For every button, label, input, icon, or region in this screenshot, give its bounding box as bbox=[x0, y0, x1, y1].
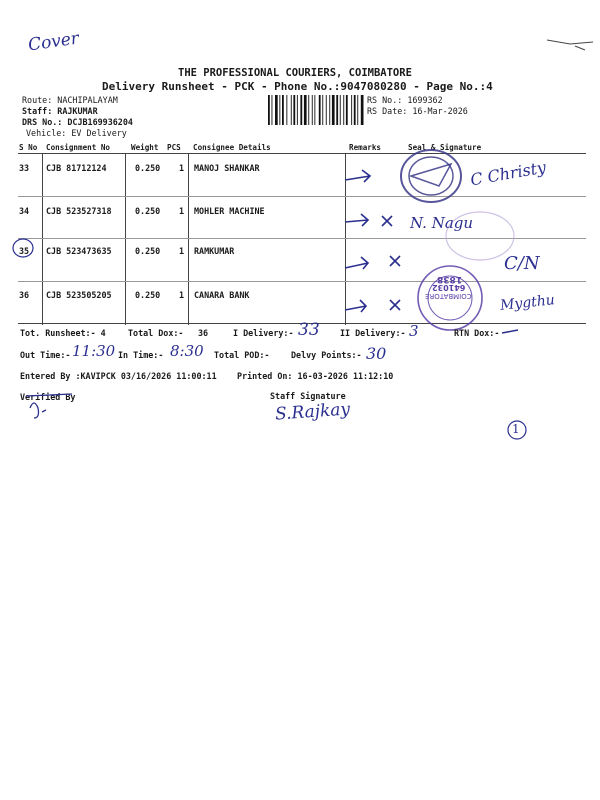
row-weight: 0.250 bbox=[135, 206, 161, 216]
barcode-bar bbox=[268, 95, 270, 125]
verified-by-label: Verified By bbox=[20, 392, 76, 402]
barcode-bar bbox=[282, 95, 284, 125]
col-consignee: Consignee Details bbox=[193, 143, 271, 152]
barcode-bar bbox=[361, 95, 364, 125]
signature-row-34: N. Nagu bbox=[410, 214, 474, 232]
row-weight: 0.250 bbox=[135, 290, 161, 300]
barcode-bar bbox=[312, 95, 313, 125]
row-consignment: CJB 523527318 bbox=[46, 206, 112, 216]
col-consignment: Consignment No bbox=[46, 143, 111, 152]
barcode-bar bbox=[326, 95, 327, 125]
in-time-value: 8:30 bbox=[170, 342, 204, 360]
row-sno: 33 bbox=[19, 163, 30, 173]
barcode-bar bbox=[329, 95, 330, 125]
drs-number: DRS No.: DCJB169936204 bbox=[22, 117, 133, 127]
out-time-value: 11:30 bbox=[72, 342, 116, 360]
barcode-bar bbox=[297, 95, 298, 125]
page-mark-number: 1 bbox=[512, 422, 520, 436]
entered-by: Entered By :KAVIPCK 03/16/2026 11:00:11 bbox=[20, 371, 217, 381]
rs-number: RS No.: 1699362 bbox=[367, 95, 443, 105]
total-dox-value: 36 bbox=[198, 328, 209, 338]
barcode-bar bbox=[343, 95, 344, 125]
row-consignment: CJB 523505205 bbox=[46, 290, 112, 300]
row-pcs: 1 bbox=[179, 163, 185, 173]
route-label: Route: NACHIPALAYAM bbox=[22, 95, 118, 105]
row-sno: 35 bbox=[19, 246, 30, 256]
row-pcs: 1 bbox=[179, 246, 185, 256]
signature-row-35: C/N bbox=[504, 253, 540, 274]
row-pcs: 1 bbox=[179, 206, 185, 216]
row-sno: 34 bbox=[19, 206, 30, 216]
barcode-bar bbox=[346, 95, 348, 125]
barcode-bar bbox=[354, 95, 356, 125]
barcode-bar bbox=[275, 95, 278, 125]
col-sno: S No bbox=[19, 143, 38, 152]
cover-annotation: Cover bbox=[26, 28, 81, 56]
row-consignee: MANOJ SHANKAR bbox=[194, 163, 260, 173]
tot-runsheet: Tot. Runsheet:- 4 bbox=[20, 328, 106, 338]
vehicle-label: Vehicle: EV Delivery bbox=[26, 128, 127, 138]
total-pod-label: Total POD:- bbox=[214, 350, 270, 360]
barcode-bar bbox=[300, 95, 302, 125]
barcode-bar bbox=[319, 95, 321, 125]
row-consignee: MOHLER MACHINE bbox=[194, 206, 265, 216]
barcode-bar bbox=[279, 95, 280, 125]
staff-label: Staff: RAJKUMAR bbox=[22, 106, 98, 116]
delvy-points-label: Delvy Points:- bbox=[291, 350, 362, 360]
signature-row-36: Mygthu bbox=[499, 292, 556, 314]
signature-row-33: C Christy bbox=[468, 157, 548, 190]
barcode-bar bbox=[286, 95, 287, 125]
corner-pen-mark bbox=[545, 32, 595, 52]
in-time-label: In Time:- bbox=[118, 350, 164, 360]
barcode-bar bbox=[357, 95, 358, 125]
row-consignment: CJB 81712124 bbox=[46, 163, 107, 173]
ii-delivery-label: II Delivery:- bbox=[340, 328, 406, 338]
printed-on: Printed On: 16-03-2026 11:12:10 bbox=[237, 371, 394, 381]
stamp-text-number: 1838 bbox=[437, 274, 463, 284]
barcode-bar bbox=[308, 95, 309, 125]
barcode-bar bbox=[332, 95, 335, 125]
rtn-dox-dash bbox=[500, 327, 520, 337]
stamp-text-city: COIMBATORE bbox=[425, 292, 472, 300]
row-consignee: CANARA BANK bbox=[194, 290, 250, 300]
staff-signature-label: Staff Signature bbox=[270, 391, 346, 401]
row-consignment: CJB 523473635 bbox=[46, 246, 112, 256]
total-dox-label: Total Dox:- bbox=[128, 328, 184, 338]
ii-delivery-value: 3 bbox=[409, 322, 419, 340]
row-consignee: RAMKUMAR bbox=[194, 246, 235, 256]
i-delivery-label: I Delivery:- bbox=[233, 328, 294, 338]
delvy-points-value: 30 bbox=[366, 344, 387, 363]
col-weight: Weight bbox=[131, 143, 159, 152]
staff-signature-ink: S.Rajkay bbox=[274, 399, 351, 425]
col-pcs: PCS bbox=[167, 143, 181, 152]
rs-date: RS Date: 16-Mar-2026 bbox=[367, 106, 468, 116]
out-time-label: Out Time:- bbox=[20, 350, 71, 360]
barcode-bar bbox=[272, 95, 273, 125]
barcode-bar bbox=[314, 95, 315, 125]
i-delivery-value: 33 bbox=[298, 320, 320, 340]
col-remarks: Remarks bbox=[349, 143, 382, 152]
company-title: THE PROFESSIONAL COURIERS, COIMBATORE bbox=[178, 67, 412, 79]
barcode-bar bbox=[351, 95, 352, 125]
rtn-dox-label: RTN Dox:- bbox=[454, 328, 500, 338]
barcode bbox=[268, 95, 363, 125]
barcode-bar bbox=[322, 95, 323, 125]
row-pcs: 1 bbox=[179, 290, 185, 300]
row-sno: 36 bbox=[19, 290, 30, 300]
barcode-bar bbox=[340, 95, 341, 125]
stamp-text-pin: 641032 bbox=[432, 283, 466, 292]
company-seal-stamp bbox=[395, 146, 470, 204]
barcode-bar bbox=[291, 95, 292, 125]
runsheet-subtitle: Delivery Runsheet - PCK - Phone No.:9047080280 - Page No.:4 bbox=[102, 80, 493, 93]
circle-mark-row-35 bbox=[12, 238, 38, 260]
row-weight: 0.250 bbox=[135, 163, 161, 173]
barcode-bar bbox=[304, 95, 307, 125]
col-seal-signature: Seal & Signature bbox=[408, 143, 482, 152]
row-weight: 0.250 bbox=[135, 246, 161, 256]
barcode-bar bbox=[336, 95, 338, 125]
barcode-bar bbox=[293, 95, 295, 125]
verified-by-signature bbox=[20, 392, 100, 424]
